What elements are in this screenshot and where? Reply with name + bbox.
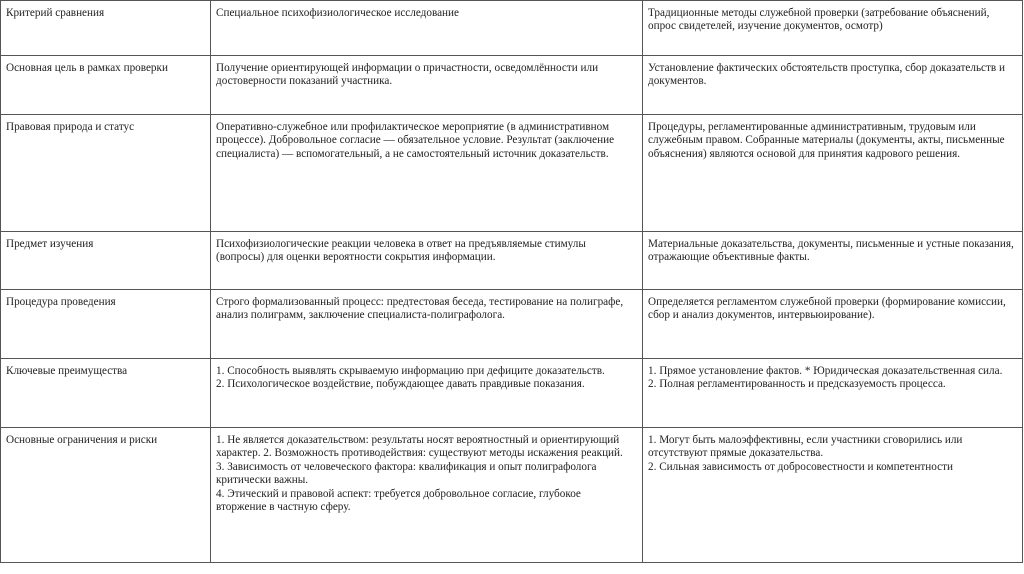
traditional-cell [643,290,1023,359]
psycho-cell [211,359,643,428]
cell-text: Психофизиологические реакции человека в ответ на предъявляемые стимулы (вопросы) для оценки вероятности сокрытия информации. [216,238,586,264]
header-criterion: Критерий сравнения [1,1,211,56]
cell-text: 1. Прямое установление фактов. * Юридическая доказательственная сила. [648,365,1003,377]
table-row [1,359,1023,428]
header-psycho: Специальное психофизиологическое исследование [211,1,643,56]
cell-text: Оперативно-служебное или профилактическое мероприятие (в административном процессе). Добровольное согласие — обязательное условие. Результат (заключение специалиста) — вспомогательный, а не самостоятельный источник доказательств. [216,121,615,160]
criterion-cell: Предмет изучения [1,232,211,290]
cell-text: Определяется регламентом служебной проверки (формирование комиссии, сбор и анализ документов, интервьюирование). [648,296,1006,322]
cell-text: 3. Зависимость от человеческого фактора: квалификация и опыт полиграфолога критически важны. [216,460,597,487]
psycho-cell [211,232,643,290]
cell-text: Строго формализованный процесс: предтестовая беседа, тестирование на полиграфе, анализ полиграмм, заключение специалиста-полиграфолога. [216,296,624,322]
traditional-cell [643,359,1023,428]
cell-text: Процедуры, регламентированные административным, трудовым или служебным правом. Собранные материалы (документы, акты, письменные объяснения) являются основой для принятия кадрового решения. [648,121,1005,160]
header-traditional: Традиционные методы служебной проверки (затребование объяснений, опрос свидетелей, изучение документов, осмотр) [643,1,1023,56]
criterion-cell: Основные ограничения и риски [1,428,211,563]
cell-text: 2. Полная регламентированность и предсказуемость процесса. [648,378,946,391]
cell-text: Установление фактических обстоятельств проступка, сбор доказательств и документов. [648,62,1005,88]
psycho-cell [211,428,643,563]
psycho-cell [211,56,643,115]
cell-text: Получение ориентирующей информации о причастности, осведомлённости или достоверности показаний участника. [216,62,599,88]
cell-text: 1. Могут быть малоэффективны, если участники сговорились или отсутствуют прямые доказательства. [648,434,963,460]
table-row [1,290,1023,359]
cell-text: 1. Не является доказательством: результаты носят вероятностный и ориентирующий характер. 2. Возможность противодействия: существуют методы искажения реакций. [216,434,623,460]
criterion-cell: Процедура проведения [1,290,211,359]
traditional-cell [643,232,1023,290]
criterion-cell: Правовая природа и статус [1,115,211,232]
cell-text: Материальные доказательства, документы, письменные и устные показания, отражающие объективные факты. [648,238,1014,264]
header-row [1,1,1023,56]
cell-text: 2. Сильная зависимость от добросовестности и компетентности [648,460,953,473]
cell-text: 2. Психологическое воздействие, побуждающее давать правдивые показания. [216,378,585,391]
psycho-cell [211,115,643,232]
table-row [1,232,1023,290]
criterion-cell: Ключевые преимущества [1,359,211,428]
cell-text: 4. Этический и правовой аспект: требуется добровольное согласие, глубокое вторжение в частную сферу. [216,487,581,514]
cell-text: 1. Способность выявлять скрываемую информацию при дефиците доказательств. [216,365,605,377]
traditional-cell [643,56,1023,115]
traditional-cell [643,115,1023,232]
table-row [1,428,1023,563]
psycho-cell [211,290,643,359]
table-row [1,115,1023,232]
traditional-cell [643,428,1023,563]
criterion-cell: Основная цель в рамках проверки [1,56,211,115]
table-row [1,56,1023,115]
